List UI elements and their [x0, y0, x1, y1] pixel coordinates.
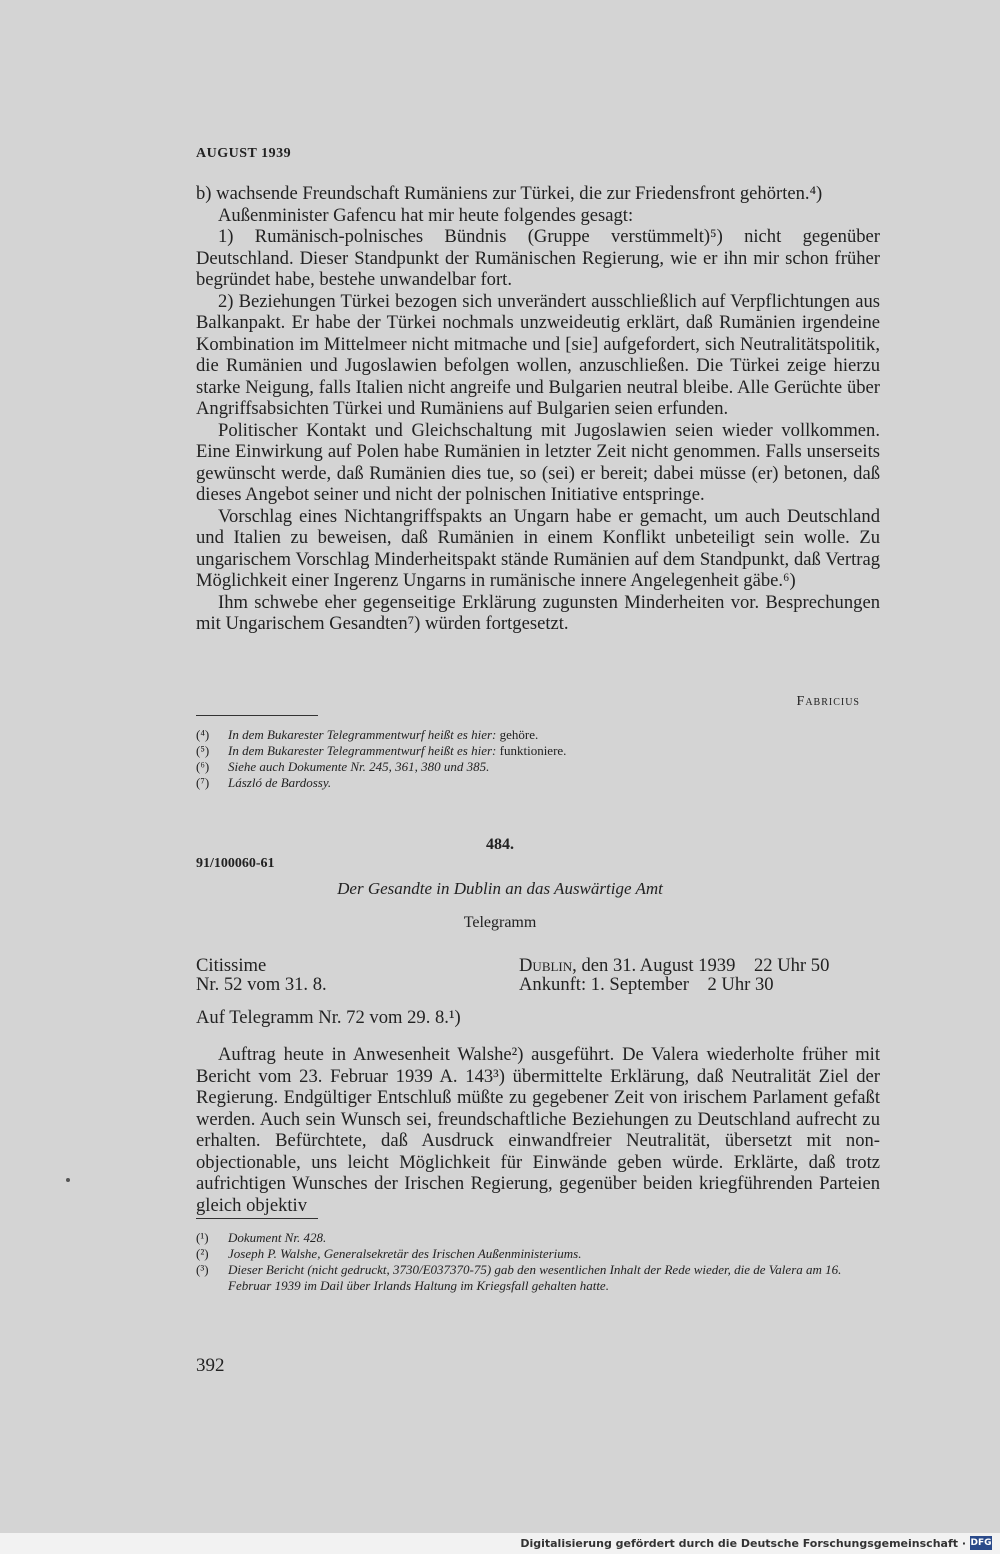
footnote-mark: (³) — [196, 1262, 209, 1277]
scan-speck — [66, 1178, 70, 1182]
footnote — [196, 743, 880, 759]
telegram-arrival: Ankunft: 1. September 2 Uhr 30 — [519, 974, 774, 995]
footnote-mark: (⁷) — [196, 775, 210, 790]
paragraph: Außenminister Gafencu hat mir heute folgendes gesagt: — [218, 204, 634, 226]
footnote — [196, 775, 880, 791]
footnote-mark: (¹) — [196, 1230, 209, 1245]
dispatch-date: , den 31. August 1939 22 Uhr 50 — [572, 955, 830, 976]
footnote-divider — [196, 1218, 318, 1219]
footnote — [196, 1246, 880, 1262]
footnote-text: In dem Bukarester Telegrammentwurf heißt es hier: — [228, 743, 497, 758]
footnote — [196, 1230, 880, 1246]
footnotes — [196, 727, 880, 791]
document-type: Telegramm — [463, 914, 537, 931]
footnote-mark: (⁵) — [196, 743, 210, 758]
telegram-number: Nr. 52 vom 31. 8. — [196, 974, 327, 995]
paragraph: Vorschlag eines Nichtangriffspakts an Ungarn habe er gemacht, um auch Deutschland und Italien zu beweisen, daß Rumänien in einem Konflikt unbeteiligt sein wolle. Zu ungarischem Vorschlag Minderheitspakt stände Rumänien auf dem Standpunkt, daß Vertrag Möglichkeit einer Ingerenz Ungarns in rumänische innere Angelegenheit gäbe.⁶) — [196, 505, 880, 591]
telegram-reference: Auf Telegramm Nr. 72 vom 29. 8.¹) — [196, 1007, 461, 1028]
document-number: 484. — [486, 836, 514, 853]
footnote-roman: gehöre. — [499, 727, 539, 742]
footnote-text: László de Bardossy. — [228, 775, 332, 790]
funding-note: Digitalisierung gefördert durch die Deutsche Forschungsgemeinschaft · — [520, 1537, 966, 1550]
dispatch-place: Dublin — [519, 955, 573, 976]
footnote-roman: funktioniere. — [499, 743, 567, 758]
footnote — [196, 1262, 880, 1294]
footnote-mark: (⁶) — [196, 759, 210, 774]
dfg-logo-icon: DFG — [970, 1538, 992, 1548]
signature: Fabricius — [796, 694, 860, 709]
footnote — [196, 759, 880, 775]
footnote-mark: (²) — [196, 1246, 209, 1261]
footnote-text: Joseph P. Walshe, Generalsekretär des Irischen Außenministeriums. — [228, 1246, 582, 1261]
running-head: AUGUST 1939 — [196, 146, 292, 161]
footnote-mark: (⁴) — [196, 727, 210, 742]
funding-banner — [0, 1533, 1000, 1554]
footnote-text: Dieser Bericht (nicht gedruckt, 3730/E037370-75) gab den wesentlichen Inhalt der Rede wieder, die de Valera am 16. Februar 1939 im Dail über Irlands Haltung im Kriegsfall gehalten hatte. — [228, 1262, 842, 1293]
paragraph: Ihm schwebe eher gegenseitige Erklärung zugunsten Minderheiten vor. Besprechungen mit Ungarischem Gesandten⁷) würden fortgesetzt. — [196, 591, 880, 634]
footnote-text: Dokument Nr. 428. — [228, 1230, 327, 1245]
page-number: 392 — [196, 1355, 225, 1376]
paragraph: b) wachsende Freundschaft Rumäniens zur Türkei, die zur Friedensfront gehörten.⁴) — [196, 183, 823, 204]
paragraph: Politischer Kontakt und Gleichschaltung mit Jugoslawien seien wieder vollkommen. Eine Einwirkung auf Polen habe Rumänien in letzter Zeit nicht genommen. Falls unserseits gewünscht werde, daß Rumänien dies tue, so (sei) er bereit; dabei müsse (er) betonen, daß dieses Angebot seiner und nicht der polnischen Initiative entspringe. — [196, 419, 880, 505]
section-body — [196, 183, 880, 635]
paragraph: Auftrag heute in Anwesenheit Walshe²) ausgeführt. De Valera wiederholte früher mit Bericht vom 23. Februar 1939 A. 143³) übermittelte Erklärung, daß Neutralität Ziel der Regierung. Endgültiger Entschluß müßte zu gegebener Zeit von irischem Parlament gefaßt werden. Auch sein Wunsch sei, freundschaftliche Beziehungen zu Deutschland aufrecht zu erhalten. Befürchtete, daß Ausdruck einwandfreier Neutralität, übersetzt mit non-objectionable, uns leicht Möglichkeit für Einwände geben würde. Erklärte, daß trotz aufrichtigen Wunsches der Irischen Regierung, gegenüber beiden kriegführenden Parteien gleich objektiv — [196, 1044, 880, 1216]
footnotes — [196, 1230, 880, 1294]
paragraph: 1) Rumänisch-polnisches Bündnis (Gruppe verstümmelt)⁵) nicht gegenüber Deutschland. Dieser Standpunkt der Rumänischen Regierung, wie er ihn mir schon früher begründet habe, bestehe unwandelbar fort. — [196, 226, 880, 290]
file-reference: 91/100060-61 — [196, 856, 275, 871]
footnote — [196, 727, 880, 743]
telegram-body — [196, 1044, 880, 1216]
telegram-priority: Citissime — [196, 955, 267, 976]
footnote-text: Siehe auch Dokumente Nr. 245, 361, 380 und 385. — [228, 759, 490, 774]
footnote-divider — [196, 715, 318, 716]
paragraph: 2) Beziehungen Türkei bezogen sich unverändert ausschließlich auf Verpflichtungen aus Balkanpakt. Er habe der Türkei nochmals unzweideutig erklärt, daß Rumänien irgendeine Kombination im Mittelmeer nicht mitmache und [sie] aufgefordert, sich Neutralitätspolitik, die Rumänien und Jugoslawien befolgen wollen, anzuschließen. Die Türkei zeige hierzu starke Neigung, falls Italien nicht angreife und Bulgarien neutral bleibe. Alle Gerüchte über Angriffsabsichten Türkei und Rumäniens auf Bulgarien seien erfunden. — [196, 290, 880, 419]
document-heading: Der Gesandte in Dublin an das Auswärtige Amt — [337, 879, 663, 898]
footnote-text: In dem Bukarester Telegrammentwurf heißt es hier: — [228, 727, 497, 742]
